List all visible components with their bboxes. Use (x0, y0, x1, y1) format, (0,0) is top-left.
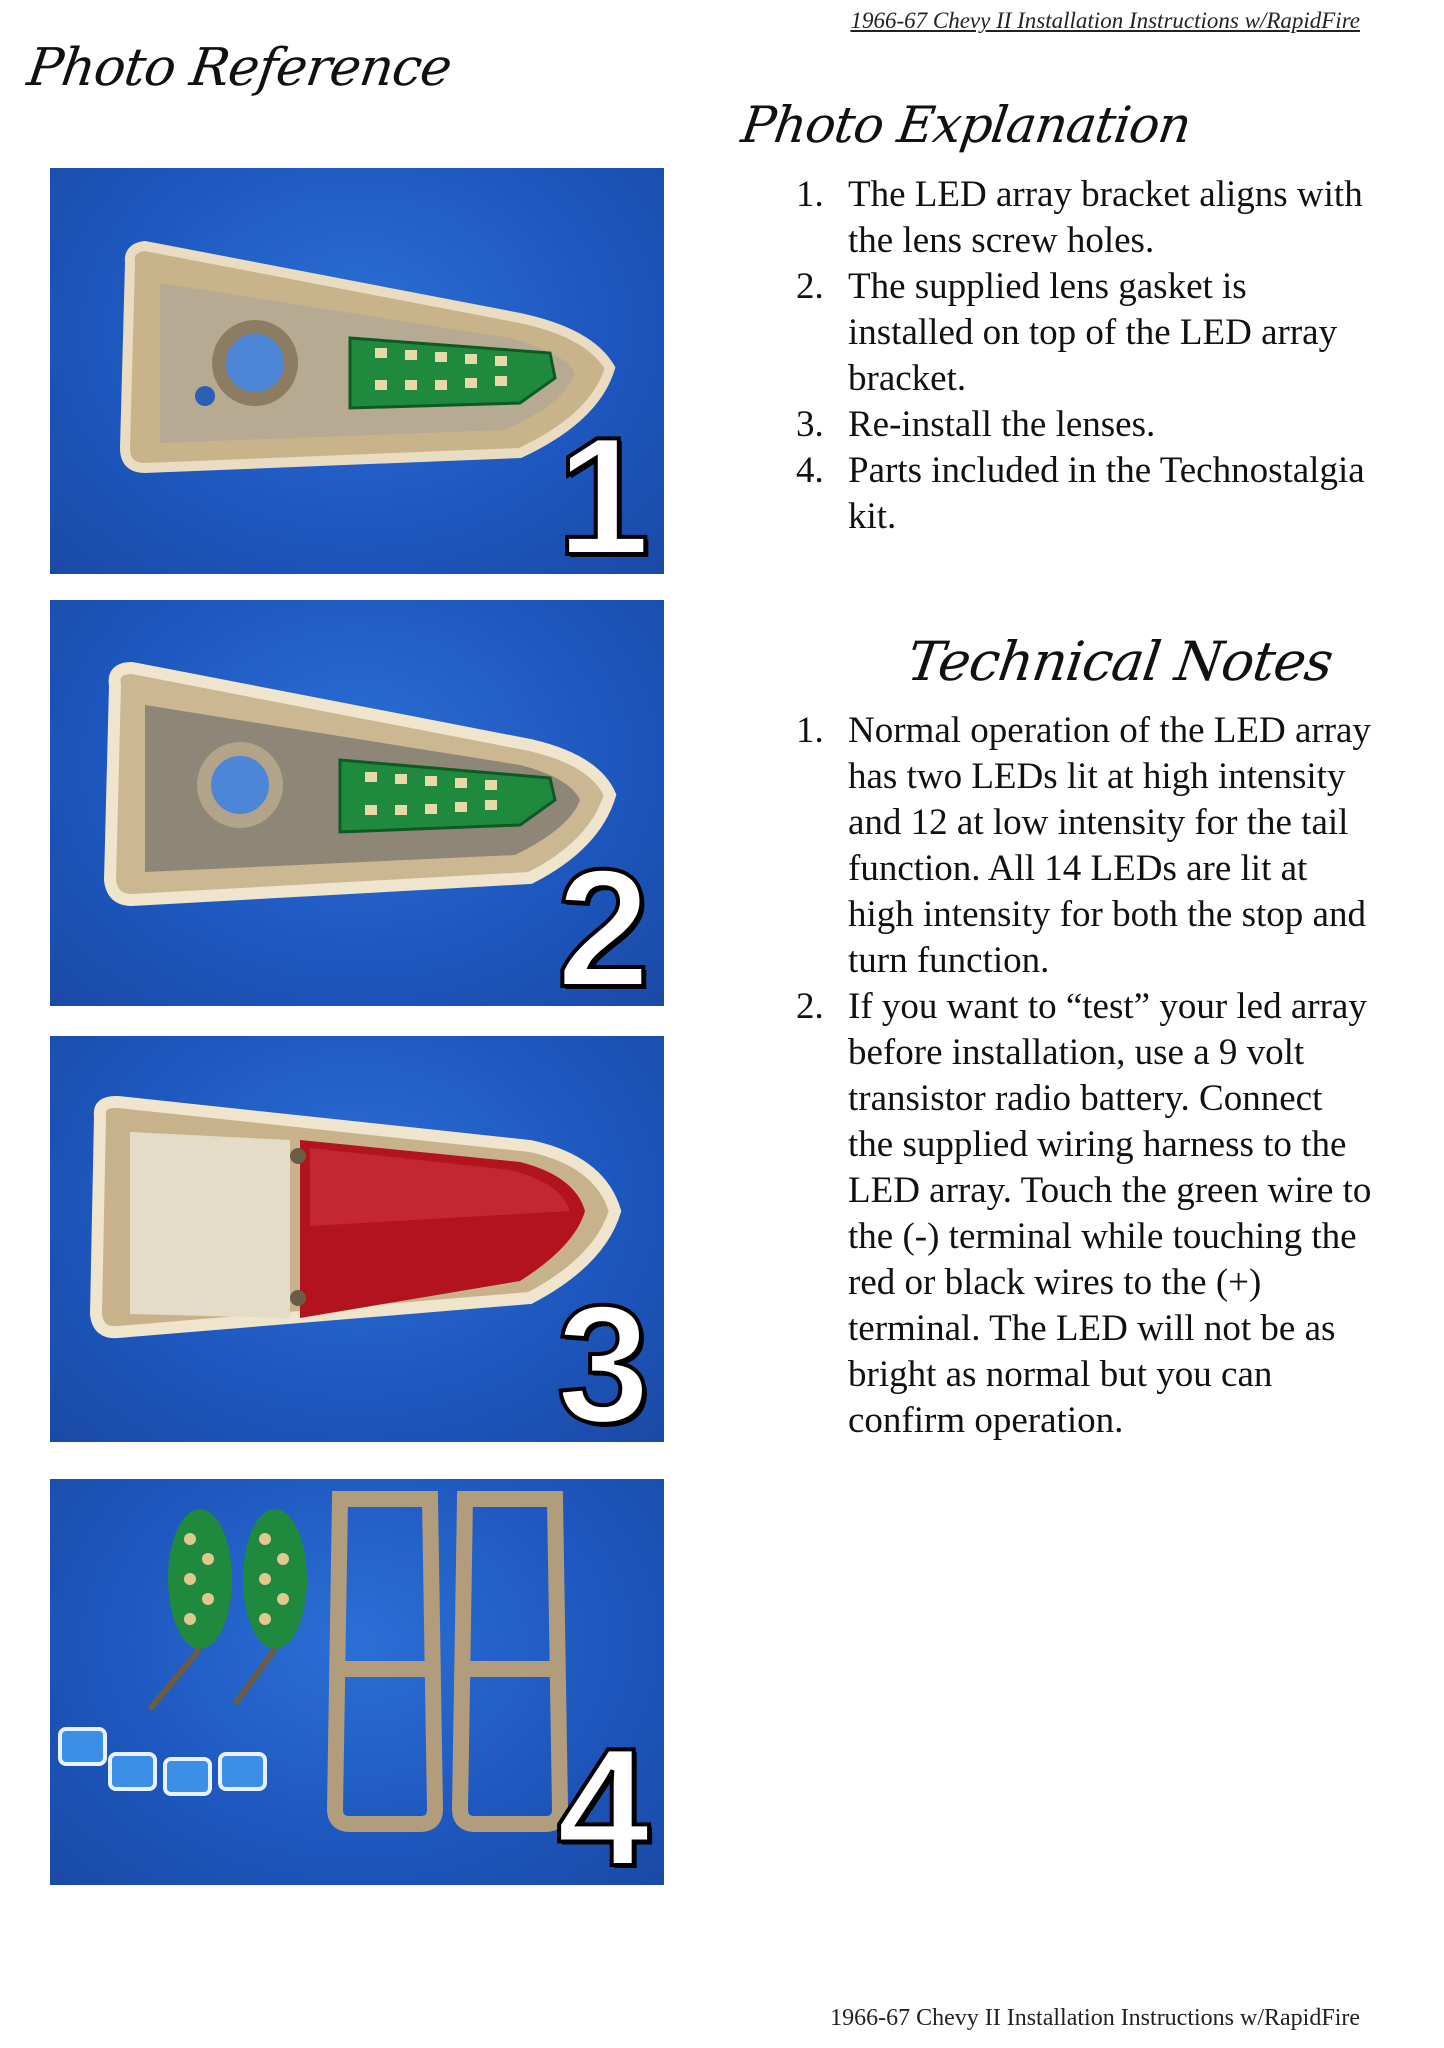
photo-number: 4 (556, 1713, 650, 1885)
list-item: 1. The LED array bracket aligns with the lens screw holes. (796, 174, 1363, 261)
photo-reference-title: Photo Reference (23, 38, 455, 98)
photo-4 (50, 1479, 664, 1885)
technical-notes-list (796, 708, 1376, 1444)
list-item: 3. Re-install the lenses. (796, 404, 1156, 445)
photo-2 (50, 600, 664, 1006)
page-header: 1966-67 Chevy II Installation Instructions w/RapidFire (850, 8, 1360, 33)
list-item: 4. Parts included in the Technostalgia kit. (796, 450, 1365, 537)
photo-number: 3 (556, 1270, 650, 1442)
list-item: 1. Normal operation of the LED array has two LEDs lit at high intensity and 12 at low intensity for the tail function. All 14 LEDs are lit at high intensity for both the stop and turn function. (796, 710, 1371, 981)
photo-explanation-title: Photo Explanation (737, 96, 1195, 154)
technical-notes-title: Technical Notes (903, 630, 1337, 693)
photo-1 (50, 168, 664, 574)
list-item: 2. The supplied lens gasket is installed on top of the LED array bracket. (796, 266, 1338, 399)
photo-3 (50, 1036, 664, 1442)
page-footer: 1966-67 Chevy II Installation Instructions w/RapidFire (830, 2005, 1360, 2031)
photo-number: 2 (556, 834, 650, 1006)
photo-number: 1 (556, 402, 650, 574)
photo-explanation-list (796, 172, 1376, 540)
list-item: 2. If you want to “test” your led array before installation, use a 9 volt transistor radio battery. Connect the supplied wiring harness to the LED array. Touch the green wire to the (-) terminal while touching the red or black wires to the (+) terminal. The LED will not be as bright as normal but you can confirm operation. (796, 986, 1372, 1441)
